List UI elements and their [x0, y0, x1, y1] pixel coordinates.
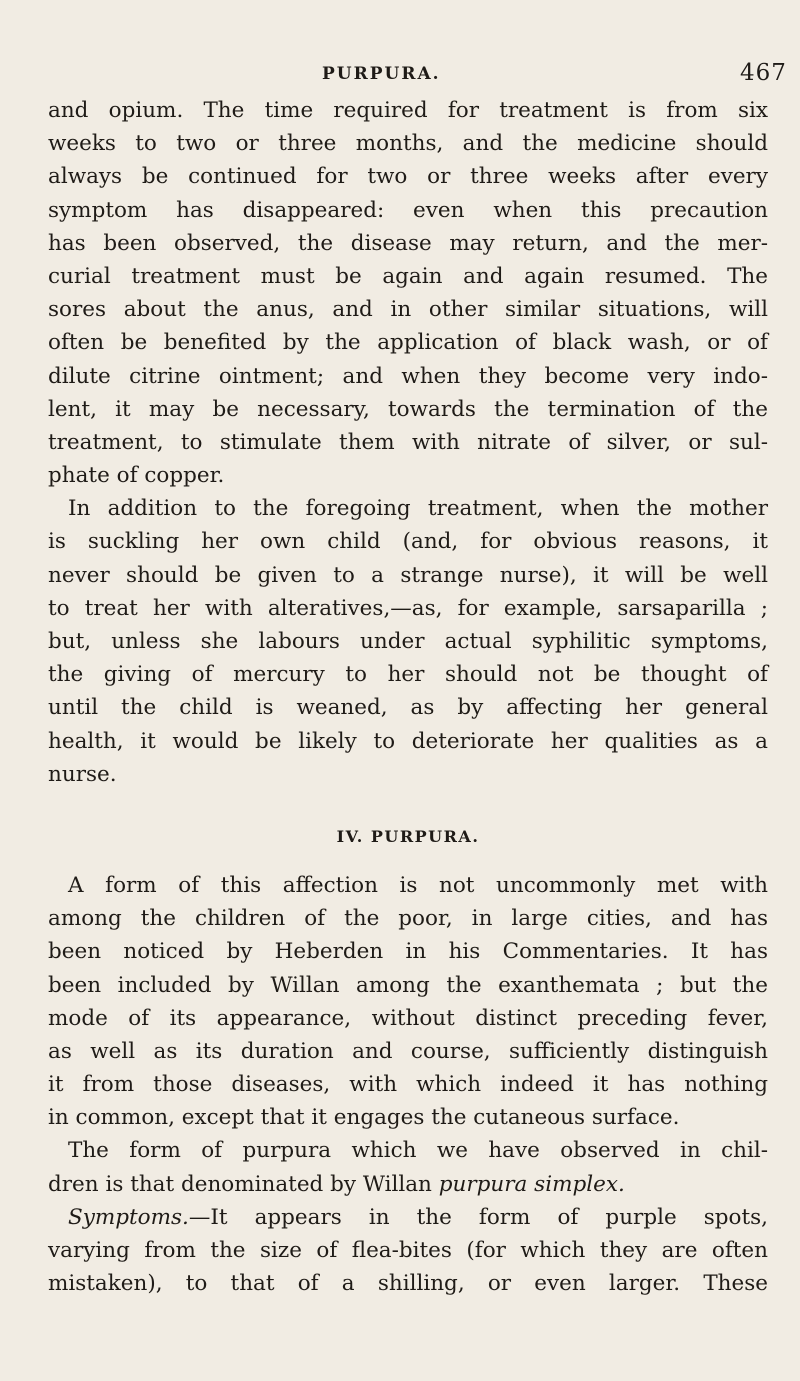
text-line: mode of its appearance, without distinct preceding fever, — [48, 1005, 768, 1031]
text-line: The form of purpura which we have observed in chil- — [68, 1138, 768, 1164]
text-line: has been observed, the disease may return, and the mer- — [48, 230, 768, 256]
text-line: in common, except that it engages the cutaneous surface. — [48, 1105, 680, 1131]
text-line: as well as its duration and course, sufficiently distinguish — [48, 1038, 768, 1064]
text-segment: dren is that denominated by Willan — [48, 1171, 439, 1197]
text-line: weeks to two or three months, and the medicine should — [48, 131, 768, 157]
text-line: among the children of the poor, in large cities, and has — [48, 906, 768, 932]
text-line: phate of copper. — [48, 463, 225, 489]
italic-lead: Symptoms. — [68, 1204, 189, 1230]
text-line: always be continued for two or three weeks after every — [48, 164, 768, 190]
paragraph-purpura-form — [48, 1134, 768, 1200]
text-line — [48, 1201, 768, 1234]
text-line: is suckling her own child (and, for obvious reasons, it — [48, 529, 768, 555]
text-line: dilute citrine ointment; and when they become very indo- — [48, 363, 768, 389]
section-heading: IV. PURPURA. — [336, 826, 480, 846]
page-number: 467 — [740, 60, 787, 86]
text-line: In addition to the foregoing treatment, when the mother — [68, 496, 768, 522]
text-line: lent, it may be necessary, towards the termination of the — [48, 396, 768, 422]
text-line: been noticed by Heberden in his Commentaries. It has — [48, 939, 768, 965]
text-line: nurse. — [48, 761, 117, 787]
text-line: to treat her with alteratives,—as, for example, sarsaparilla ; — [48, 595, 768, 621]
text-line: sores about the anus, and in other similar situations, will — [48, 297, 768, 323]
italic-term: purpura simplex. — [438, 1171, 625, 1197]
text-line: but, unless she labours under actual syphilitic symptoms, — [48, 629, 768, 654]
running-title: PURPURA. — [322, 64, 441, 84]
text-line: A form of this affection is not uncommonly met with — [68, 872, 768, 898]
text-line: it from those diseases, with which indeed it has nothing — [48, 1072, 768, 1098]
paragraph-continued-treatment — [48, 94, 768, 492]
text-line: health, it would be likely to deteriorate her qualities as a — [48, 728, 768, 754]
paragraph-symptoms — [48, 1201, 768, 1301]
text-line: symptom has disappeared: even when this precaution — [48, 197, 768, 223]
paragraph-mother-treatment — [48, 492, 768, 791]
text-line: the giving of mercury to her should not be thought of — [48, 662, 768, 688]
text-line: been included by Willan among the exanthemata ; but the — [48, 972, 768, 998]
text-line: until the child is weaned, as by affecting her general — [48, 695, 768, 721]
running-head — [0, 60, 800, 90]
text-line: varying from the size of flea-bites (for which they are often — [48, 1238, 768, 1263]
text-line: often be benefited by the application of black wash, or of — [48, 330, 768, 356]
text-line: curial treatment must be again and again resumed. The — [48, 263, 768, 289]
text-line: and opium. The time required for treatment is from six — [48, 98, 768, 123]
body-text — [48, 94, 768, 1300]
paragraph-purpura-intro — [48, 869, 768, 1135]
text-line: treatment, to stimulate them with nitrate of silver, or sul- — [48, 429, 768, 455]
text-line: never should be given to a strange nurse), it will be well — [48, 562, 768, 588]
text-line — [48, 1168, 768, 1201]
text-line: mistaken), to that of a shilling, or even larger. These — [48, 1271, 768, 1297]
text-segment: —It appears in the form of purple spots, — [188, 1204, 768, 1230]
